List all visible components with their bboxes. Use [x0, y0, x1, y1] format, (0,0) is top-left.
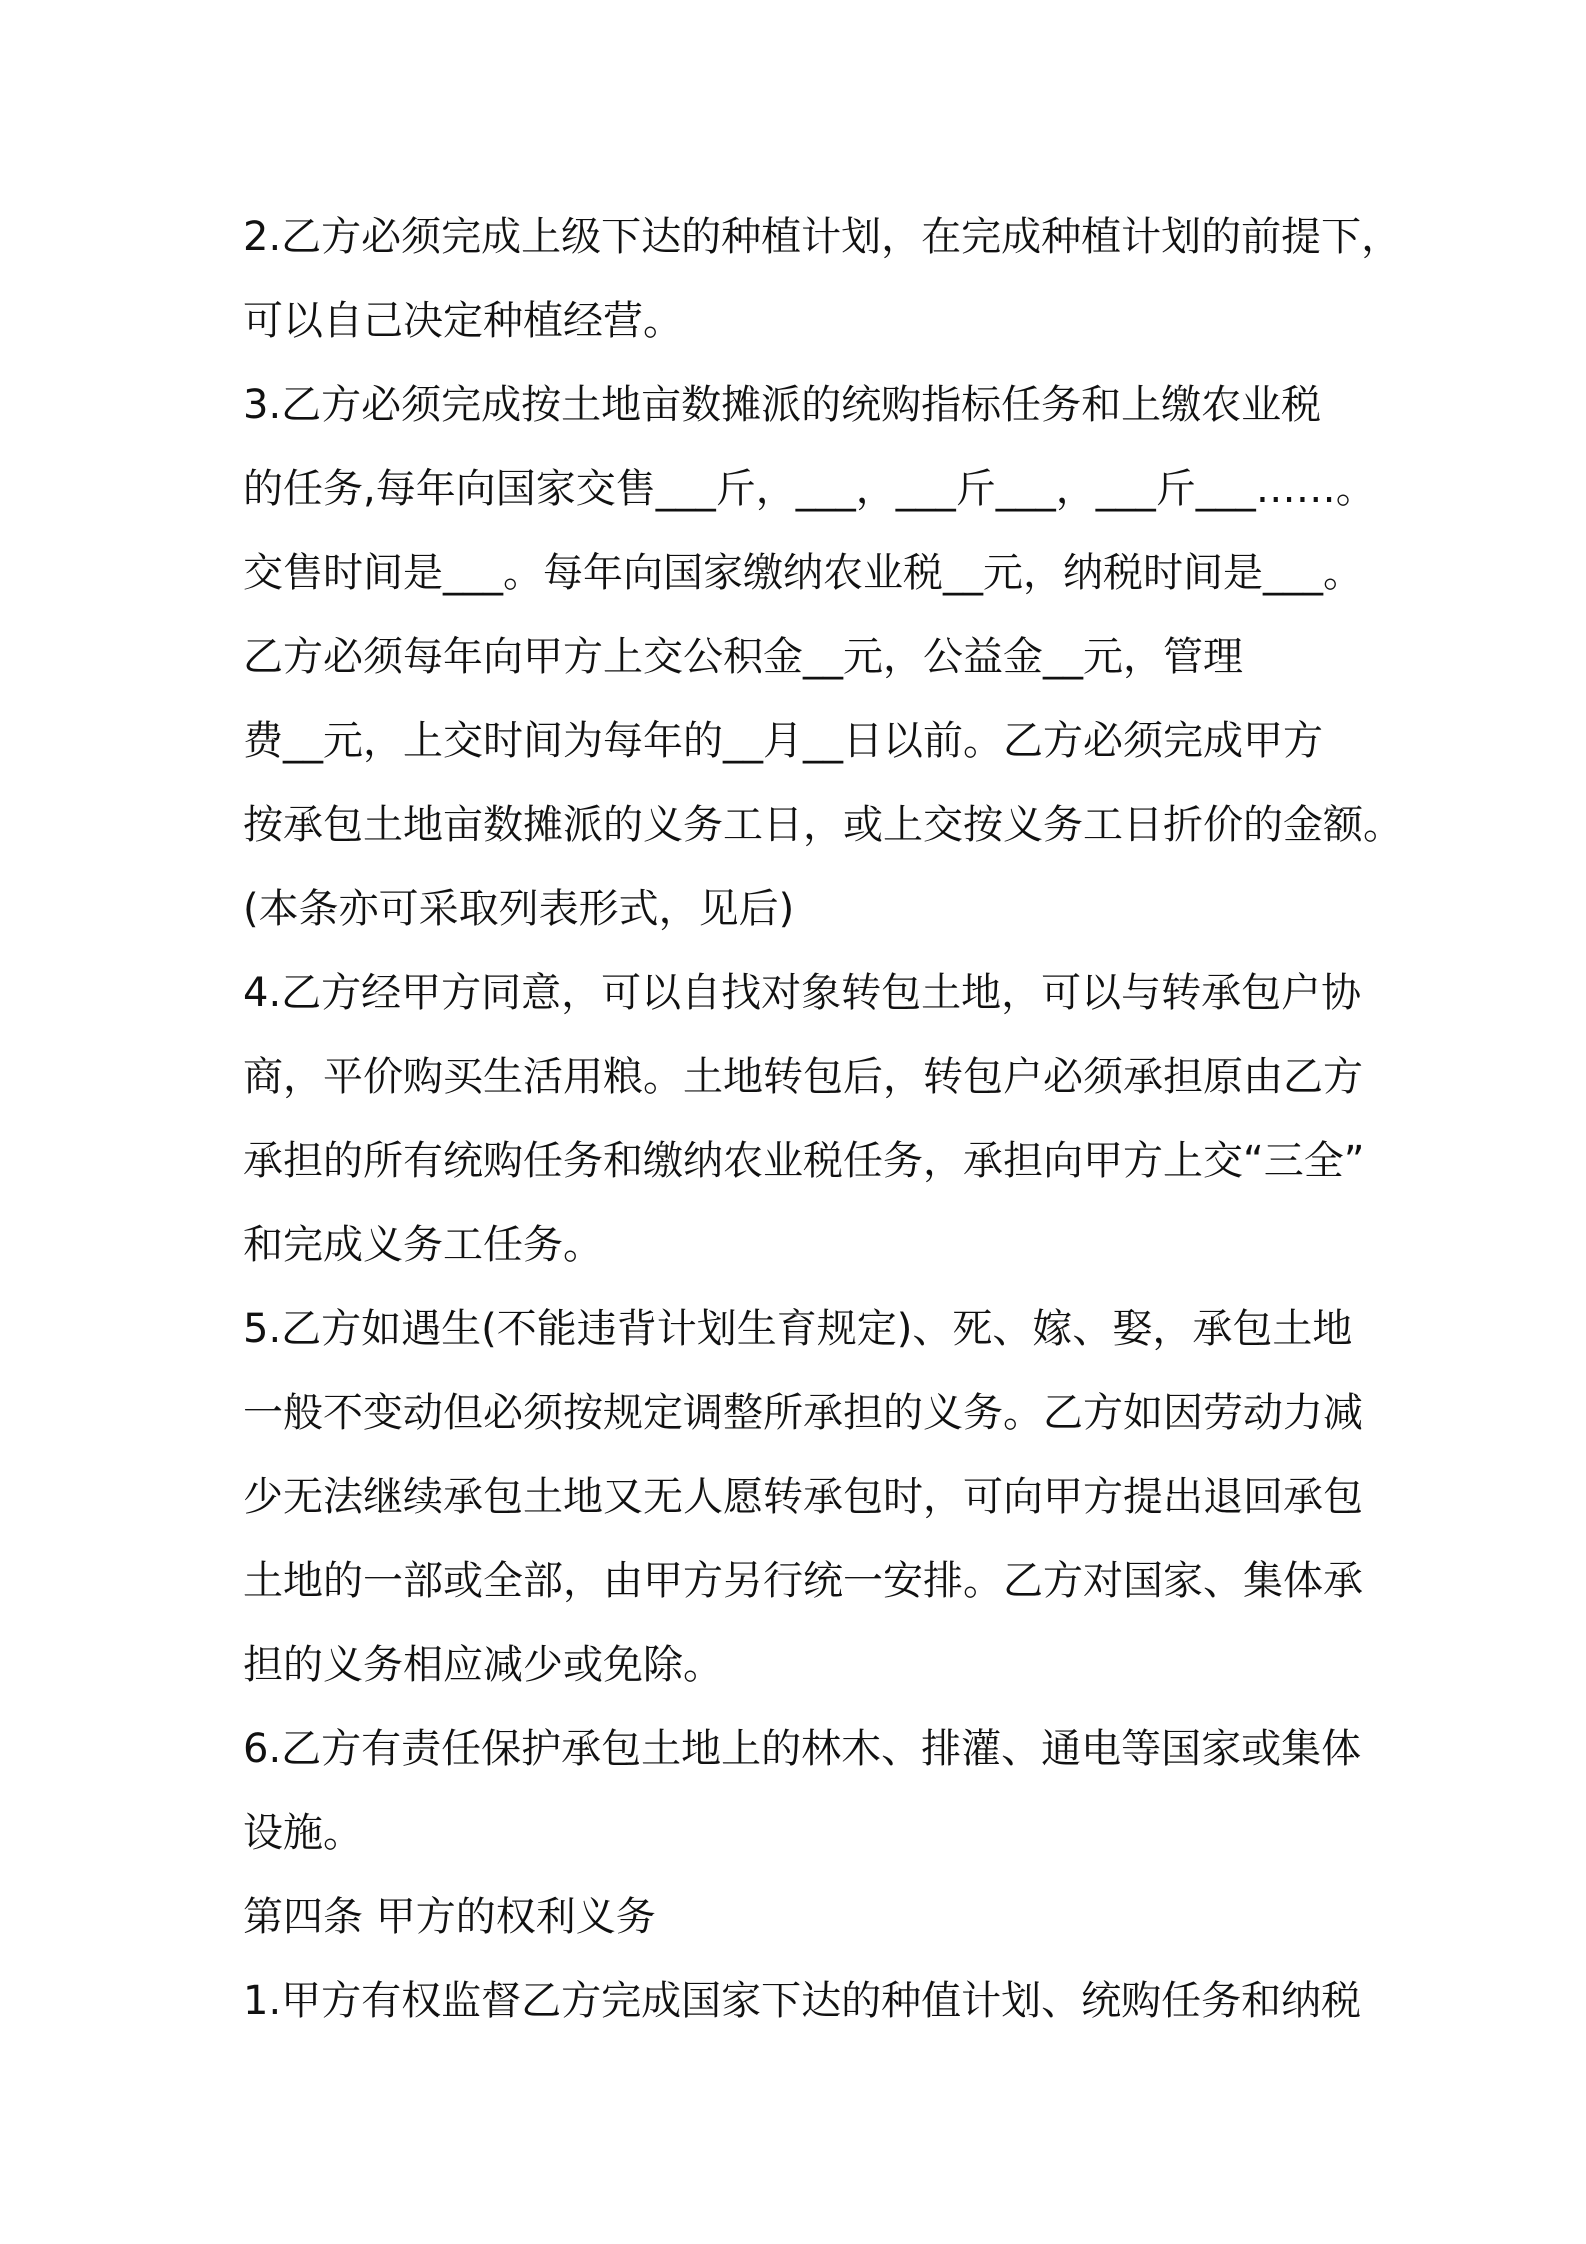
text-line: 一般不变动但必须按规定调整所承担的义务。乙方如因劳动力减: [243, 1390, 1363, 1436]
text-line: 担的义务相应减少或免除。: [243, 1642, 723, 1688]
text-line: 少无法继续承包土地又无人愿转承包时，可向甲方提出退回承包: [243, 1474, 1363, 1520]
text-line: 3.乙方必须完成按土地亩数摊派的统购指标任务和上缴农业税: [243, 382, 1322, 428]
text-line: 的任务,每年向国家交售___斤，___，___斤___，___斤___……。: [243, 466, 1376, 512]
text-line: 6.乙方有责任保护承包土地上的林木、排灌、通电等国家或集体: [243, 1726, 1362, 1772]
text-line: 可以自己决定种植经营。: [243, 298, 683, 344]
text-line: (本条亦可采取列表形式，见后): [243, 886, 795, 932]
text-line: 商，平价购买生活用粮。土地转包后，转包户必须承担原由乙方: [243, 1054, 1363, 1100]
text-line: 和完成义务工任务。: [243, 1222, 603, 1268]
text-line: 5.乙方如遇生(不能违背计划生育规定)、死、嫁、娶，承包土地: [243, 1306, 1353, 1352]
text-line: 4.乙方经甲方同意，可以自找对象转包土地，可以与转承包户协: [243, 970, 1362, 1016]
section-heading: 第四条 甲方的权利义务: [243, 1894, 656, 1940]
text-line: 按承包土地亩数摊派的义务工日，或上交按义务工日折价的金额。: [243, 802, 1403, 848]
text-line: 1.甲方有权监督乙方完成国家下达的种值计划、统购任务和纳税: [243, 1978, 1362, 2024]
text-line: 交售时间是___。每年向国家缴纳农业税__元，纳税时间是___。: [243, 550, 1363, 596]
text-line: 设施。: [243, 1810, 363, 1856]
text-line: 乙方必须每年向甲方上交公积金__元，公益金__元，管理: [243, 634, 1243, 680]
document-body: [243, 195, 1403, 2043]
text-line: 2.乙方必须完成上级下达的种植计划，在完成种植计划的前提下，: [243, 214, 1402, 260]
text-line: 土地的一部或全部，由甲方另行统一安排。乙方对国家、集体承: [243, 1558, 1363, 1604]
text-line: 费__元，上交时间为每年的__月__日以前。乙方必须完成甲方: [243, 718, 1323, 764]
text-line: 承担的所有统购任务和缴纳农业税任务，承担向甲方上交“三全”: [243, 1138, 1365, 1184]
